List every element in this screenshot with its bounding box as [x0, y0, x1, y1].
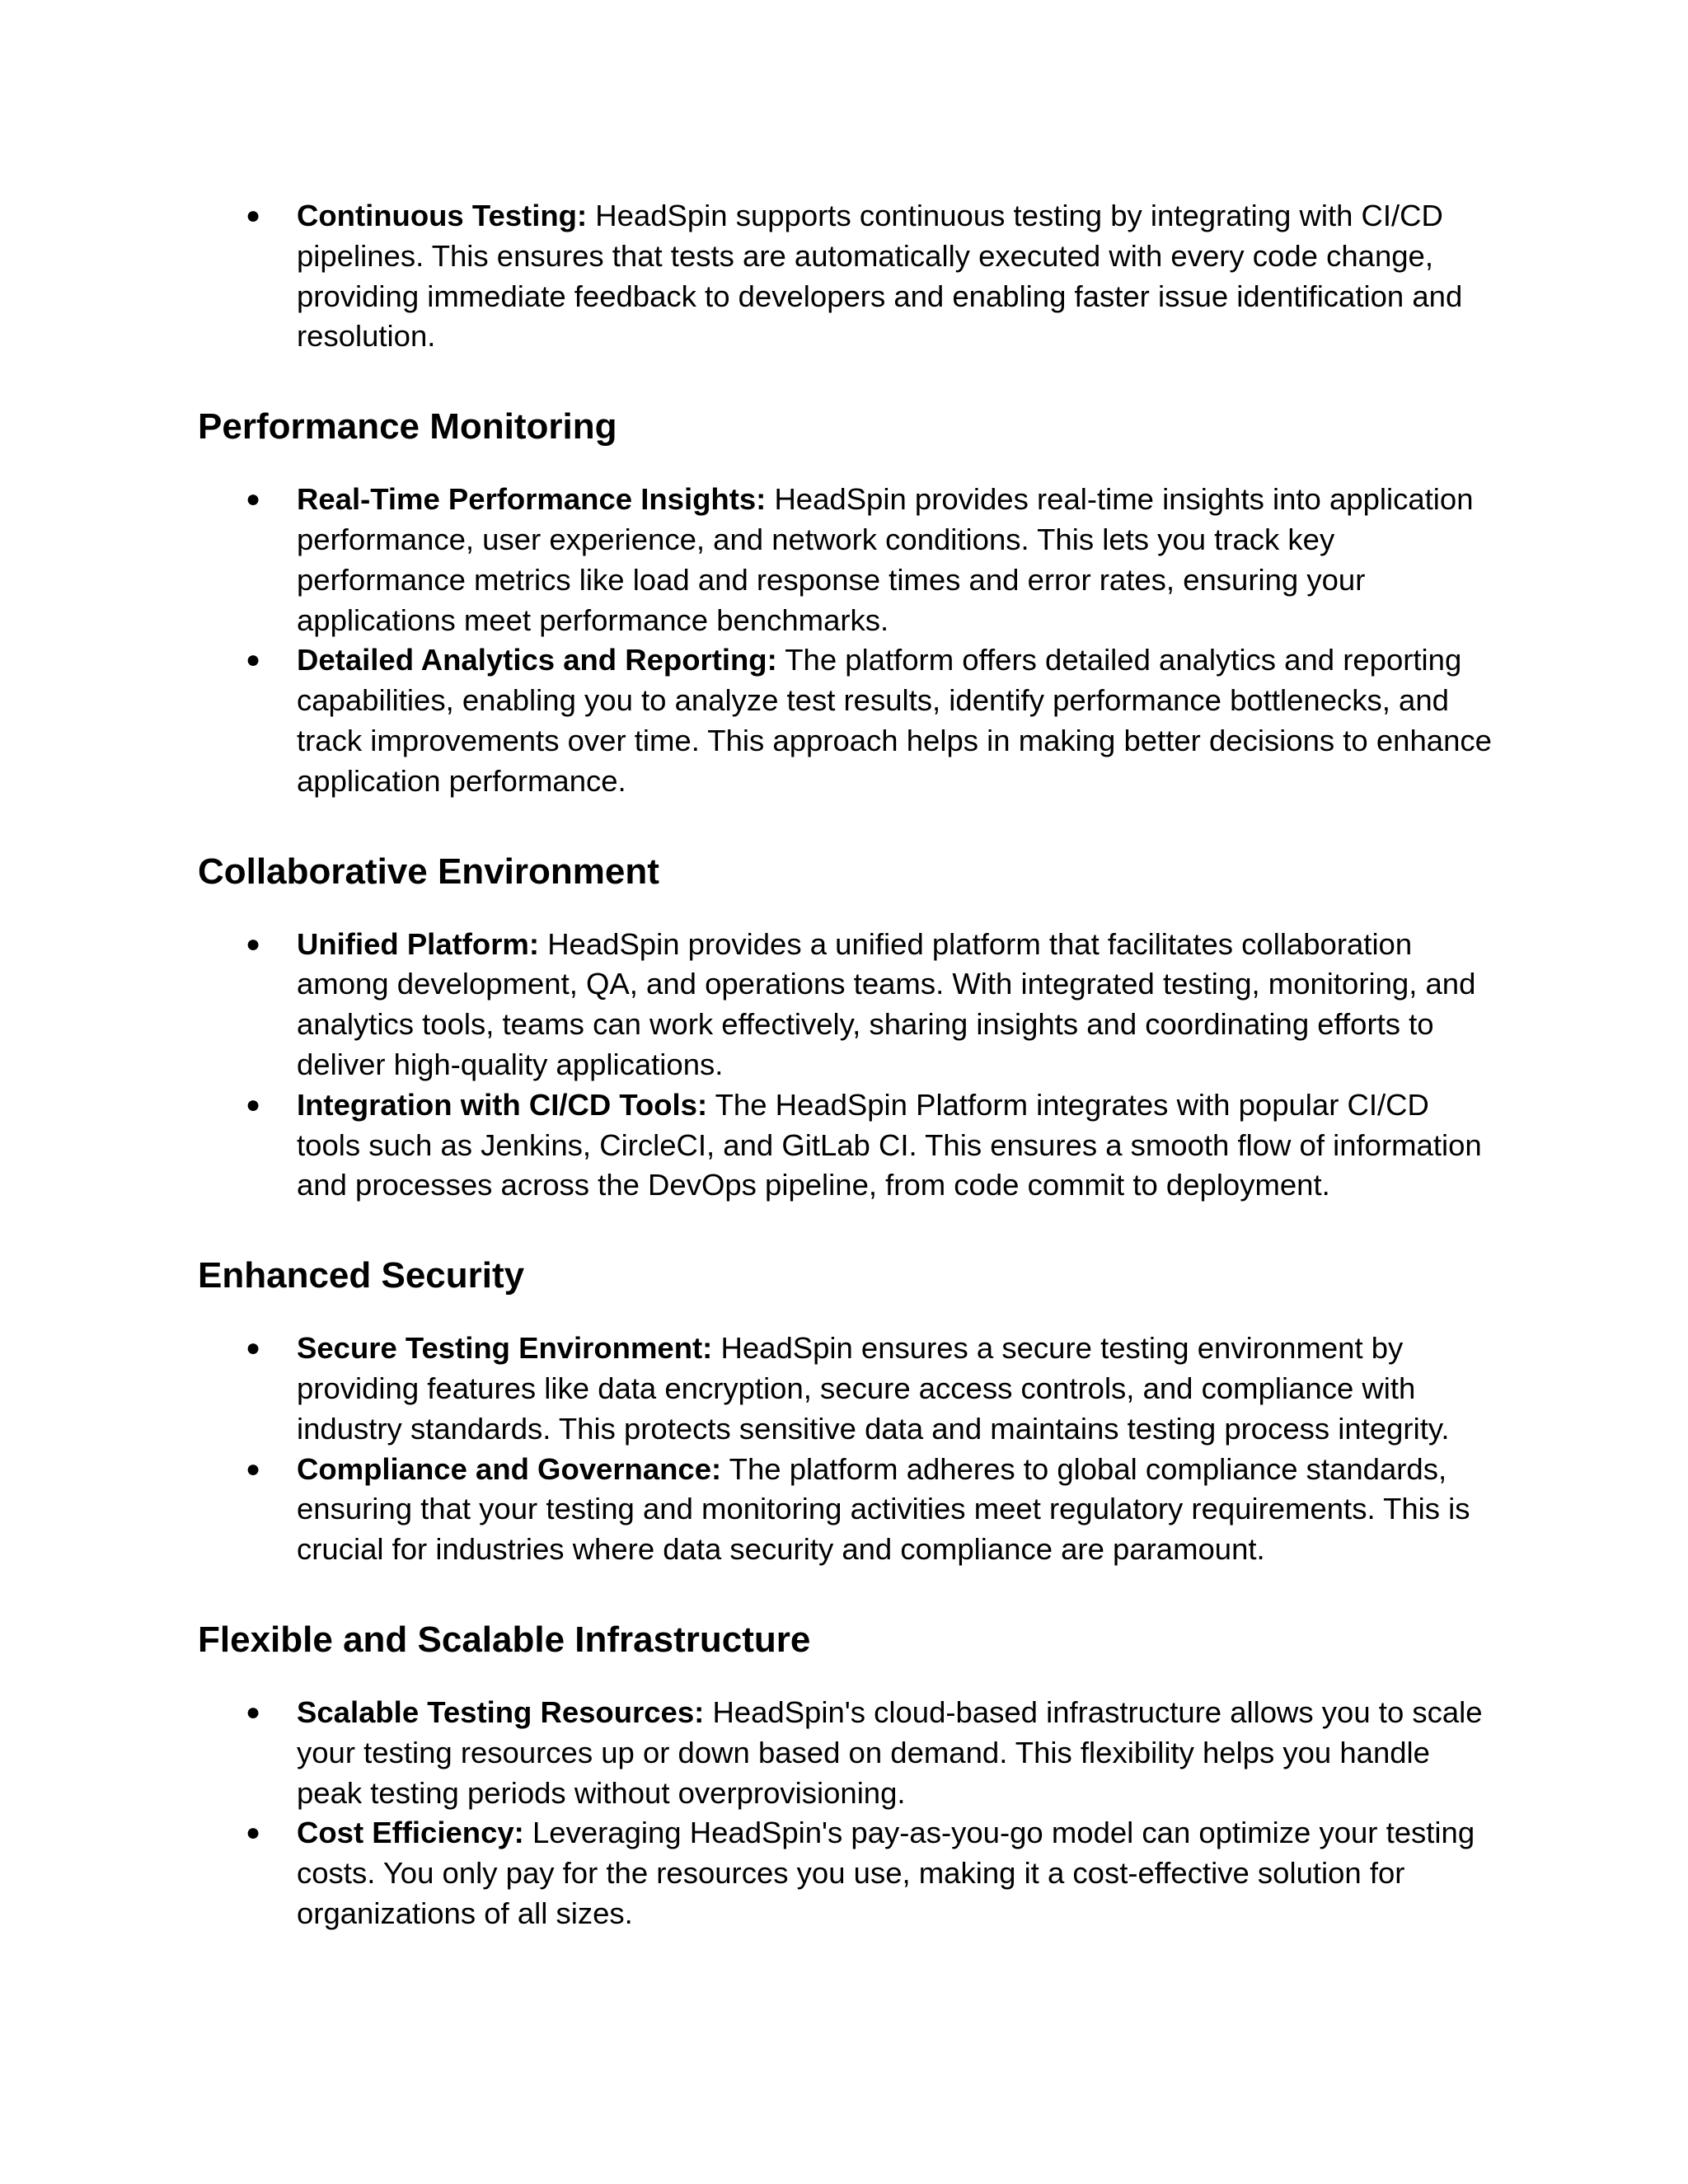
bullet-dot-icon: ●	[246, 930, 261, 958]
list-item	[198, 1329, 1500, 1449]
list-item	[198, 1813, 1500, 1933]
bullet-text: HeadSpin's cloud-based infrastructure allows you to scale your testing resources up or down based on demand. This flexibility helps you handle peak testing periods without overprovisioning.	[297, 1694, 1483, 1810]
list-item	[198, 480, 1500, 640]
section-performance-monitoring	[198, 404, 1500, 801]
bullet-term: Cost Efficiency:	[297, 1816, 524, 1850]
bullet-term: Compliance and Governance:	[297, 1451, 722, 1486]
section-intro	[198, 196, 1500, 357]
list-item	[198, 1085, 1500, 1206]
bullet-dot-icon: ●	[246, 1455, 261, 1483]
list-item	[198, 1693, 1500, 1813]
bullet-dot-icon: ●	[246, 1090, 261, 1118]
section-heading: Flexible and Scalable Infrastructure	[198, 1619, 811, 1660]
bullet-text: HeadSpin provides real-time insights into application performance, user experience, and network conditions. This lets you track key performance metrics like load and response times and error rates, ensuring your applications meet performance benchmarks.	[297, 482, 1474, 637]
bullet-dot-icon: ●	[246, 1334, 261, 1362]
document-content	[198, 196, 1500, 1934]
list-item	[198, 1450, 1500, 1570]
bullet-text: The platform offers detailed analytics and reporting capabilities, enabling you to analyze test results, identify performance bottlenecks, and track improvements over time. This approach helps in making better decisions to enhance application performance.	[297, 643, 1492, 798]
bullet-dot-icon: ●	[246, 1698, 261, 1726]
bullet-dot-icon: ●	[246, 202, 261, 229]
bullet-text: The platform adheres to global compliance standards, ensuring that your testing and monitoring activities meet regulatory requirements. This is crucial for industries where data security and compliance are paramount.	[297, 1451, 1470, 1567]
bullet-text: HeadSpin supports continuous testing by integrating with CI/CD pipelines. This ensures that tests are automatically executed with every code change, providing immediate feedback to developers and enabling faster issue identification and resolution.	[297, 199, 1463, 354]
bullet-term: Continuous Testing:	[297, 199, 588, 232]
bullet-text: The HeadSpin Platform integrates with popular CI/CD tools such as Jenkins, CircleCI, and GitLab CI. This ensures a smooth flow of information and processes across the DevOps pipeline, from code commit to deployment.	[297, 1087, 1482, 1202]
bullet-dot-icon: ●	[246, 485, 261, 513]
bullet-text: HeadSpin provides a unified platform that facilitates collaboration among development, QA, and operations teams. With integrated testing, monitoring, and analytics tools, teams can work effectively, sharing insights and coordinating efforts to deliver high-quality applications.	[297, 926, 1476, 1081]
bullet-term: Integration with CI/CD Tools:	[297, 1087, 708, 1122]
bullet-text: HeadSpin ensures a secure testing environment by providing features like data encryption, secure access controls, and compliance with industry standards. This protects sensitive data and maintains testing process integrity.	[297, 1331, 1450, 1446]
bullet-list	[198, 925, 1500, 1207]
bullet-term: Scalable Testing Resources:	[297, 1694, 705, 1729]
list-item	[198, 640, 1500, 801]
list-item	[198, 196, 1500, 357]
section-heading: Collaborative Environment	[198, 851, 659, 892]
section-collaborative-environment	[198, 849, 1500, 1207]
bullet-list	[198, 480, 1500, 801]
bullet-list	[198, 1329, 1500, 1570]
bullet-text: Leveraging HeadSpin's pay-as-you-go model can optimize your testing costs. You only pay for the resources you use, making it a cost-effective solution for organizations of all sizes.	[297, 1816, 1475, 1930]
bullet-dot-icon: ●	[246, 1819, 261, 1847]
bullet-term: Secure Testing Environment:	[297, 1331, 713, 1366]
section-heading: Enhanced Security	[198, 1255, 525, 1296]
bullet-list	[198, 1693, 1500, 1934]
bullet-dot-icon: ●	[246, 646, 261, 674]
bullet-term: Detailed Analytics and Reporting:	[297, 643, 777, 677]
bullet-list-intro	[198, 196, 1500, 357]
section-flexible-scalable-infrastructure	[198, 1617, 1500, 1934]
section-enhanced-security	[198, 1253, 1500, 1570]
section-heading: Performance Monitoring	[198, 406, 617, 448]
list-item	[198, 925, 1500, 1085]
bullet-term: Real-Time Performance Insights:	[297, 482, 767, 517]
bullet-term: Unified Platform:	[297, 926, 540, 961]
